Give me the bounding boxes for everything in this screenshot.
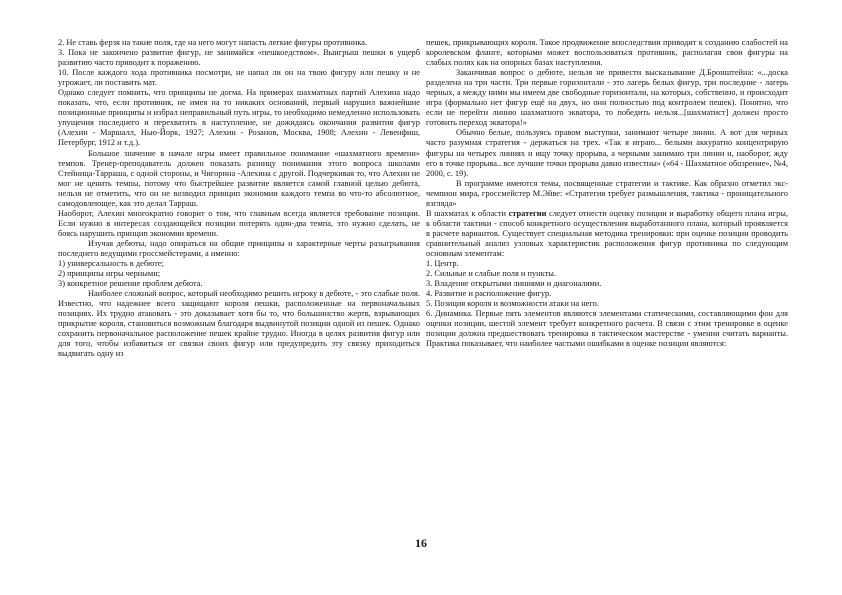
paragraph: 6. Динамика. Первые пять элементов являются элементами статическими, составляющими фон для оценки позиции, шестой элемент требует конкретного расчета. В связи с этим тренировке в оценке позиции должна предшествовать тренировка в тактическом мастерстве - умении считать варианты. Практика показывает, что наиболее частыми ошибками в оценке позиции являются: (426, 309, 788, 349)
paragraph: Заканчивая вопрос о дебюте, нельзя не привести высказывание Д.Бронштейна: «...доска разделена на три части. Три первые горизонтали - это лагерь белых фигур, три последние - лагерь черных, а между ними мы имеем две свободные горизонтали, на которых, собственно, и происходит игра (формально нет фигур ещё на двух, но они полностью под контролем пешек). Понятно, что если не перейти линию шахматного экватора, то победить нельзя...[шахматист] должен просто готовить переход экватора!» (426, 68, 788, 128)
paragraph: пешек, прикрывающих короля. Такое продвижение впоследствии приводит к созданию слабостей на королевском фланге, которыми может воспользоваться противник, располагая свои фигуры на слабых полях как на опорных базах наступления. (426, 38, 788, 68)
paragraph: 2. Не ставь ферзя на такие поля, где на него могут напасть легкие фигуры противника. (58, 38, 368, 47)
left-column (58, 38, 420, 558)
document-page (58, 38, 788, 558)
list-item: 1. Центр. (426, 259, 459, 269)
paragraph: 10. После каждого хода противника посмотри, не напал ли он на твою фигуру или пешку и не угрожает, ли поставить мат. (58, 68, 420, 88)
paragraph: Большое значение в начале игры имеет правильное понимание «шахматного времени» темпов. Тренер-преподаватель должен показать разницу понимания этого вопроса школами Стейница-Тарраша, с одной стороны, и Чигорина -Алехина с другой. Подчеркивая то, что Алехин не мог не ценить темпы, потому что быстрейшее развитие является самой главной целью дебюта, нельзя не отметить, что он не возводил принцип экономии каждого темпа во что-то абсолютное, самодовлеющее, как это делал Тарраш. (58, 148, 420, 208)
paragraph: Наоборот, Алехин многократно говорит о том, что главным всегда является требование позиции. Если нужно в интересах создающейся позиции потерять один-два темпа, это нужно сделать, не боясь нарушить принцип экономии времени. (58, 208, 420, 238)
list-item: 5. Позиция короля и возможности атаки на него. (426, 299, 599, 309)
list-item: 3. Владение открытыми линиями и диагоналями. (426, 279, 602, 289)
paragraph: В программе имеются темы, посвященные стратегии и тактике. Как образно отметил экс-чемпион мира, гроссмейстер М.Эйве: «Стратегия требует размышления, тактика - проницательного взгляда» (426, 178, 788, 208)
bold-term: стратегии (508, 208, 547, 218)
page-number: 16 (415, 536, 427, 550)
text-run: В шахматах к области (426, 208, 509, 218)
list-item: 4. Развитие и расположение фигур. (426, 289, 552, 299)
paragraph: Однако следует помнить, что принципы не догма. На примерах шахматных партий Алехина надо показать, что, если противник, не имея на то никаких оснований, первый нарушил важнейшие позиционные принципы и избрал неправильный путь игры, то необходимо немедленно использовать упущения последнего и перехватить в наступление, не дожидаясь окончания развития фигур (Алехин - Маршалл, Нью-Йорк, 1927; Алехин - Розанов, Москва, 1908; Алехин - Левенфиш, Петербург, 1912 и т.д.). (58, 88, 420, 148)
list-item: 1) универсальность в дебюте; (58, 259, 164, 269)
paragraph: Наиболее сложный вопрос, который необходимо решить игроку в дебюте, - это слабые поля. Известно, что надежнее всего защищают короля пешки, расположенные на первоначальных позициях. Их трудно атаковать - это доказывает хотя бы то, что большинство жертв, взрывающих прикрытие короля, становиться возможным благодаря выдвинутой позиции одной из пешек. Однако сохранить первоначальное расположение пешек крайне трудно. Иногда в целях развития фигур или для того, чтобы избавиться от связки своих фигур или предупредить эту связку приходиться выдвигать одну из (58, 289, 420, 359)
right-column (426, 38, 788, 558)
paragraph: Изучая дебюты, надо опираться на общие принципы и характерные черты разыгрывания последнего ведущими гроссмейстерами, а именно: (58, 238, 420, 258)
list-item: 2) принципы игры черными; (58, 269, 161, 279)
paragraph: 3. Пока не закончено развитие фигур, не занимайся «пешкоедством». Выигрыш пешки в ущерб развитию часто приводит к поражению. (58, 48, 420, 68)
paragraph: Обычно белые, пользуясь правом выступки, занимают четыре линии. А вот для черных часто разумная стратегия - держаться на трех. «Так я играю... белыми аккуратно концентрирую фигуры на четырех линиях и ищу точку прорыва, а черными занимаю три линии и, наоборот, жду его в точке прорыва.. все лучшие точки прорыва давно известны» («64 - Шахматное обозрение», №4, 2000, с. 19). (426, 128, 788, 178)
list-item: 2. Сильные и слабые поля и пункты. (426, 269, 557, 279)
list-item: 3) конкретное решение проблем дебюта. (58, 279, 203, 289)
text-run: следует отнести оценку позиции и выработку общего плана игры, к области тактики - способ конкретного осуществления выработанного плана, который проявляется в расчете вариантов. Существует специальная методика тренировки: при оценке позиции проводить сравнительный анализ узловых характеристик расположения фигур противника по следующим основным элементам: (426, 208, 788, 258)
paragraph-strategy (426, 209, 788, 259)
